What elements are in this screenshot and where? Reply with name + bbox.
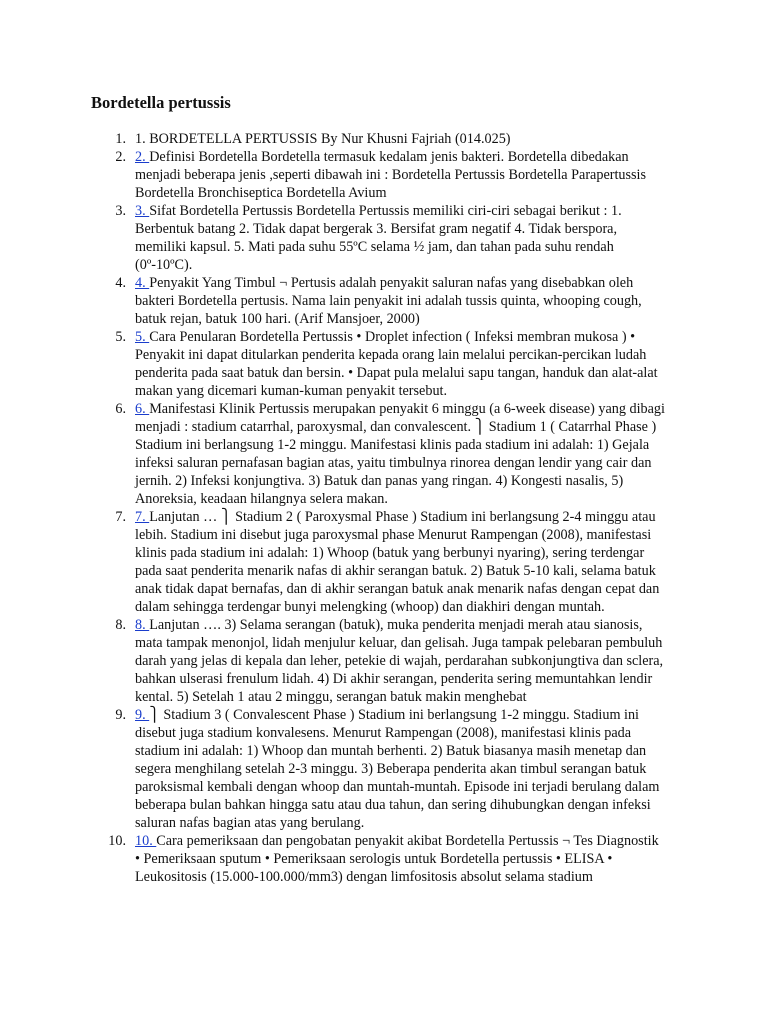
page-link[interactable]: 3.	[135, 203, 150, 219]
item-text: Lanjutan …. 3) Selama serangan (batuk), muka penderita menjadi merah atau sianosis, mata tampak menonjol, lidah menjulur keluar, dan gelisah. Juga tampak pelebaran pembuluh darah yang jelas di kepala dan leher, petekie di wajah, perdarahan subkonjungtiva dan sclera, bahkan ulserasi frenulum lidah. 4) Di akhir serangan, penderita sering memuntahkan lendir kental. 5) Setelah 1 atau 2 minggu, serangan batuk makin menghebat	[135, 617, 664, 705]
item-number: 8.	[115, 617, 126, 633]
list-item	[0, 130, 665, 148]
list-item	[0, 706, 665, 832]
slide-list	[0, 130, 768, 886]
item-text: Definisi Bordetella Bordetella termasuk kedalam jenis bakteri. Bordetella dibedakan menjadi beberapa jenis ,seperti dibawah ini : Bordetella Pertussis Bordetella Parapertussis Bordetella Bronchiseptica Bordetella Avium	[135, 149, 647, 201]
item-text: ⎫ Stadium 3 ( Convalescent Phase ) Stadium ini berlangsung 1-2 minggu. Stadium ini disebut juga stadium konvalesens. Menurut Rampengan (2008), manifestasi klinis pada stadium ini adalah: 1) Whoop dan muntah berhenti. 2) Batuk biasanya masih menetap dan segera menghilang setelah 2-3 minggu. 3) Beberapa penderita akan timbul serangan batuk paroksismal kembali dengan whoop dan muntah-muntah. Episode ini terjadi berulang dalam beberapa bulan bahkan hingga satu atau dua tahun, dan sering dihubungkan dengan infeksi saluran nafas bagian atas yang berulang.	[135, 707, 660, 831]
list-item	[0, 148, 665, 202]
item-text: Cara Penularan Bordetella Pertussis • Droplet infection ( Infeksi membran mukosa ) • Penyakit ini dapat ditularkan penderita kepada orang lain melalui percikan-percikan ludah penderita pada saat batuk dan bersin. • Dapat pula melalui sapu tangan, handuk dan alat-alat makan yang dicemari kuman-kuman penyakit tersebut.	[135, 329, 658, 399]
page-link[interactable]: 6.	[135, 401, 150, 417]
list-item	[0, 832, 665, 886]
list-item	[0, 400, 665, 508]
item-number: 4.	[115, 275, 126, 291]
page-link[interactable]: 7.	[135, 509, 150, 525]
list-item	[0, 274, 665, 328]
item-number: 7.	[115, 509, 126, 525]
item-number: 5.	[115, 329, 126, 345]
page-link[interactable]: 5.	[135, 329, 150, 345]
list-item	[0, 616, 665, 706]
page-link[interactable]: 9.	[135, 707, 150, 723]
item-number: 6.	[115, 401, 126, 417]
item-text: Lanjutan … ⎫ Stadium 2 ( Paroxysmal Phase ) Stadium ini berlangsung 2-4 minggu atau lebih. Stadium ini disebut juga paroxysmal phase Menurut Rampengan (2008), manifestasi klinis pada stadium ini adalah: 1) Whoop (batuk yang berbunyi nyaring), sering terdengar pada saat penderita menarik nafas di akhir serangan batuk. 2) Batuk 5-10 kali, selama batuk anak tidak dapat bernafas, dan di akhir serangan batuk anak menarik nafas dengan cepat dan dalam sehingga terdengar bunyi melengking (whoop) dan diakhiri dengan muntah.	[135, 509, 660, 615]
item-text: Manifestasi Klinik Pertussis merupakan penyakit 6 minggu (a 6-week disease) yang dibagi menjadi : stadium catarrhal, paroxysmal, dan convalescent. ⎫ Stadium 1 ( Catarrhal Phase ) Stadium ini berlangsung 1-2 minggu. Manifestasi klinis pada stadium ini adalah: 1) Gejala infeksi saluran pernafasan bagian atas, yaitu timbulnya rinorea dengan lendir yang cair dan jernih. 2) Infeksi konjungtiva. 3) Batuk dan panas yang ringan. 4) Kongesti nasalis, 5) Anoreksia, keadaan hilangnya selera makan.	[135, 401, 665, 507]
page-link[interactable]: 4.	[135, 275, 150, 291]
item-number: 3.	[115, 203, 126, 219]
list-item	[0, 328, 665, 400]
item-text: Cara pemeriksaan dan pengobatan penyakit akibat Bordetella Pertussis ¬ Tes Diagnostik • Pemeriksaan sputum • Pemeriksaan serologis untuk Bordetella pertussis • ELISA • Leukositosis (15.000-100.000/mm3) dengan limfositosis absolut selama stadium	[135, 833, 659, 885]
item-number: 10.	[108, 833, 126, 849]
item-text: Sifat Bordetella Pertussis Bordetella Pertussis memiliki ciri-ciri sebagai berikut : 1. Berbentuk batang 2. Tidak dapat bergerak 3. Bersifat gram negatif 4. Tidak berspora, memiliki kapsul. 5. Mati pada suhu 55ºC selama ½ jam, dan tahan pada suhu rendah (0º-10ºC).	[135, 203, 622, 273]
page-link[interactable]: 10.	[135, 833, 157, 849]
list-item	[0, 202, 665, 274]
item-number: 1.	[115, 131, 126, 147]
item-number: 2.	[115, 149, 126, 165]
item-text: Penyakit Yang Timbul ¬ Pertusis adalah penyakit saluran nafas yang disebabkan oleh bakteri Bordetella pertusis. Nama lain penyakit ini adalah tussis quinta, whooping cough, batuk rejan, batuk 100 hari. (Arif Mansjoer, 2000)	[135, 275, 642, 327]
list-item	[0, 508, 665, 616]
page-link[interactable]: 8.	[135, 617, 150, 633]
item-text: 1. BORDETELLA PERTUSSIS By Nur Khusni Fajriah (014.025)	[135, 131, 511, 147]
page-link[interactable]: 2.	[135, 149, 150, 165]
item-number: 9.	[115, 707, 126, 723]
document-title: Bordetella pertussis	[91, 93, 231, 112]
